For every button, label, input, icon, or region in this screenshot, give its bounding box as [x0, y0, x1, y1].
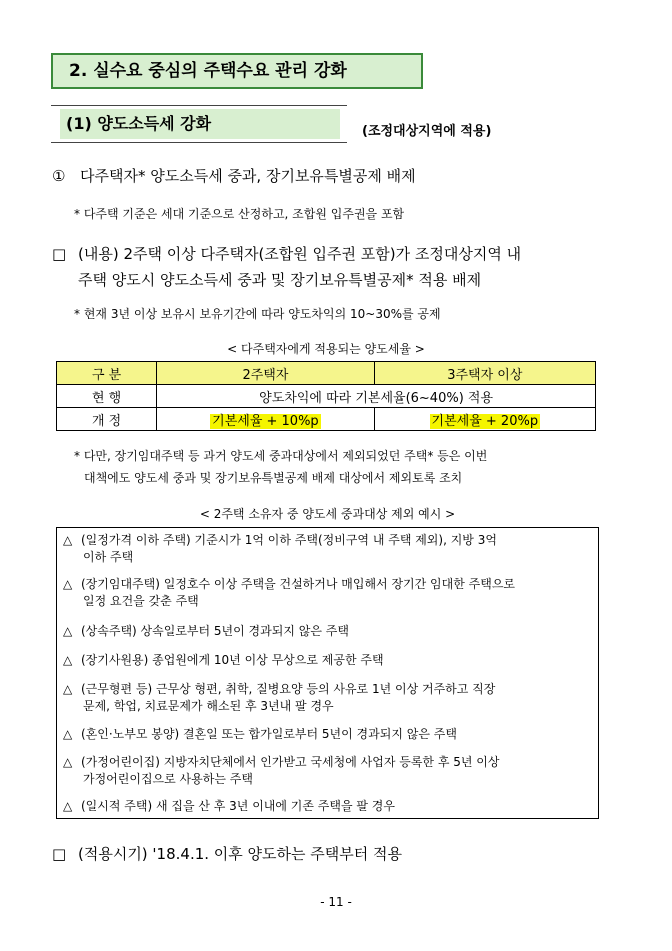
list-item	[63, 623, 593, 640]
triangle-icon: △	[63, 577, 73, 591]
item-text-cont: 이하 주택	[83, 550, 134, 564]
section-title: 2. 실수요 중심의 주택수요 관리 강화	[51, 53, 423, 89]
list-item	[63, 532, 593, 566]
item-text-cont: 일정 요건을 갖춘 주택	[83, 594, 199, 608]
item-text-cont: 문제, 학업, 치료문제가 해소된 후 3년내 팔 경우	[83, 699, 334, 713]
triangle-icon: △	[63, 727, 73, 741]
table-note-2: 대책에도 양도세 중과 및 장기보유특별공제 배제 대상에서 제외토록 조치	[84, 471, 463, 485]
point1	[52, 165, 416, 186]
examples-box	[56, 527, 599, 819]
current-rate: 양도차익에 따라 기본세율(6~40%) 적용	[157, 385, 596, 408]
list-item	[63, 652, 593, 669]
list-item	[63, 576, 593, 610]
table-note-1: * 다만, 장기임대주택 등 과거 양도세 중과대상에서 제외되었던 주택* 등은 이번	[74, 449, 488, 463]
content-marker: □	[52, 245, 67, 263]
item-text: (장기임대주택) 일정호수 이상 주택을 건설하거나 매입해서 장기간 임대한 주택으로	[81, 577, 516, 591]
list-item	[63, 754, 593, 788]
triangle-icon: △	[63, 533, 73, 547]
subsection-tag: (조정대상지역에 적용)	[362, 124, 492, 139]
revised-rate-2: 기본세율 + 10%p	[212, 413, 319, 429]
item-text: (혼인·노부모 봉양) 결혼일 또는 합가일로부터 5년이 경과되지 않은 주택	[81, 727, 457, 741]
rate-table-caption: < 다주택자에게 적용되는 양도세율 >	[227, 342, 425, 356]
triangle-icon: △	[63, 799, 73, 813]
header-cell: 구 분	[57, 362, 157, 385]
triangle-icon: △	[63, 755, 73, 769]
point1-note: * 다주택 기준은 세대 기준으로 산정하고, 조합원 입주권을 포함	[74, 207, 405, 221]
item-text-cont: 가정어린이집으로 사용하는 주택	[83, 772, 253, 786]
item-text: (장기사원용) 종업원에게 10년 이상 무상으로 제공한 주택	[81, 653, 384, 667]
triangle-icon: △	[63, 624, 73, 638]
item-text: (일정가격 이하 주택) 기준시가 1억 이하 주택(정비구역 내 주택 제외), 지방 3억	[81, 533, 497, 547]
content-note: * 현재 3년 이상 보유시 보유기간에 따라 양도차익의 10~30%를 공제	[74, 307, 441, 321]
item-text: (일시적 주택) 새 집을 산 후 3년 이내에 기존 주택을 팔 경우	[81, 799, 395, 813]
content-text-1: (내용) 2주택 이상 다주택자(조합원 입주권 포함)가 조정대상지역 내	[78, 245, 522, 263]
list-item	[63, 726, 593, 743]
table-row	[57, 362, 596, 385]
timing-text: (적용시기) '18.4.1. 이후 양도하는 주택부터 적용	[78, 845, 402, 863]
rate-table	[56, 361, 596, 431]
revised-cell-3	[374, 408, 595, 431]
examples-caption: < 2주택 소유자 중 양도세 중과대상 제외 예시 >	[199, 507, 456, 521]
page-number: - 11 -	[320, 895, 352, 909]
table-row	[57, 408, 596, 431]
row-label: 개 정	[57, 408, 157, 431]
triangle-icon: △	[63, 653, 73, 667]
content-line1	[52, 243, 612, 264]
header-cell: 3주택자 이상	[374, 362, 595, 385]
table-row	[57, 385, 596, 408]
timing	[52, 843, 402, 864]
row-label: 현 행	[57, 385, 157, 408]
item-text: (근무형편 등) 근무상 형편, 취학, 질병요양 등의 사유로 1년 이상 거주하고 직장	[81, 682, 496, 696]
list-item	[63, 798, 593, 815]
triangle-icon: △	[63, 682, 73, 696]
timing-marker: □	[52, 845, 67, 863]
point1-text: 다주택자* 양도소득세 중과, 장기보유특별공제 배제	[80, 167, 416, 185]
item-text: (가정어린이집) 지방자치단체에서 인가받고 국세청에 사업자 등록한 후 5년 이상	[81, 755, 500, 769]
content-text-2: 주택 양도시 양도소득세 중과 및 장기보유특별공제* 적용 배제	[78, 271, 482, 289]
subsection-title: (1) 양도소득세 강화	[60, 109, 340, 139]
header-cell: 2주택자	[157, 362, 374, 385]
revised-cell-2	[157, 408, 374, 431]
list-item	[63, 681, 593, 715]
revised-rate-3: 기본세율 + 20%p	[431, 413, 539, 429]
item-text: (상속주택) 상속일로부터 5년이 경과되지 않은 주택	[81, 624, 349, 638]
point1-marker: ①	[52, 167, 66, 185]
